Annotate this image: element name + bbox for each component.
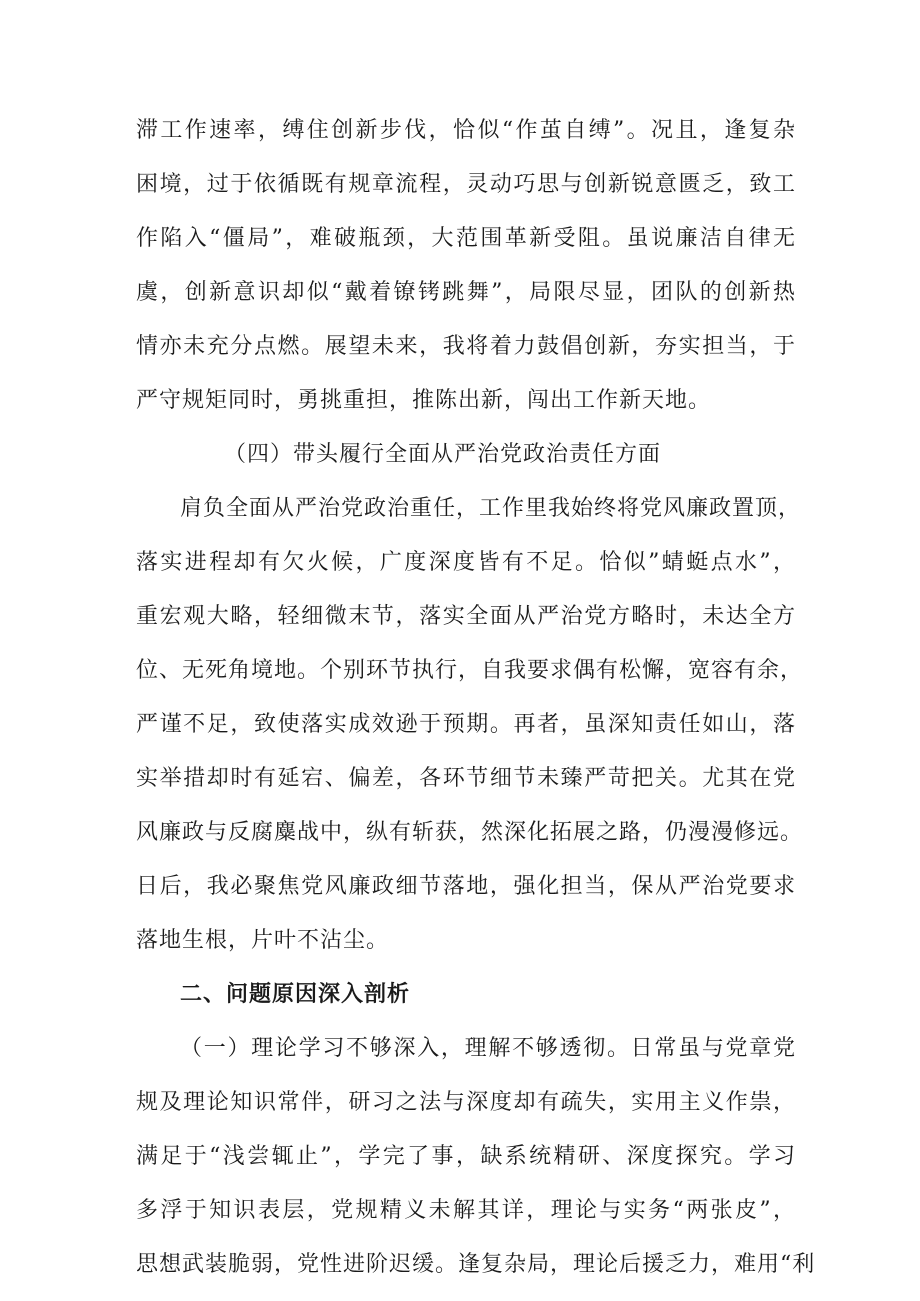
text-line: 位、无死角境地。个别环节执行，自我要求偶有松懈，宽容有余， xyxy=(136,658,804,683)
paragraph-innovation xyxy=(136,104,796,428)
paragraph-theory-study xyxy=(136,1022,816,1292)
subsection-heading-4: （四）带头履行全面从严治党政治责任方面 xyxy=(224,442,662,467)
document-body xyxy=(136,104,816,1292)
text-line: 肩负全面从严治党政治重任，工作里我始终将党风廉政置顶， xyxy=(180,496,802,521)
text-line: 困境，过于依循既有规章流程，灵动巧思与创新锐意匮乏，致工 xyxy=(136,172,796,197)
section-heading-2: 二、问题原因深入剖析 xyxy=(180,982,411,1007)
text-line: 多浮于知识表层，党规精义未解其详，理论与实务“两张皮”， xyxy=(136,1198,796,1223)
text-line: 严守规矩同时，勇挑重担，推陈出新，闯出工作新天地。 xyxy=(136,388,712,413)
text-line: 风廉政与反腐麋战中，纵有斩获，然深化拓展之路，仍漫漫修远。 xyxy=(136,820,804,845)
text-line: 日后，我必聚焦党风廉政细节落地，强化担当，保从严治党要求 xyxy=(136,874,796,899)
text-line: 落实进程却有欠火候，广度深度皆有不足。恰似”蜻蜓点水”， xyxy=(136,550,796,575)
text-line: 重宏观大略，轻细微末节，落实全面从严治党方略时，未达全方 xyxy=(136,604,796,629)
text-line: 满足于“浅尝辄止”，学完了事，缺系统精研、深度探究。学习 xyxy=(136,1144,796,1169)
text-line: 滞工作速率，缚住创新步伐，恰似“作茧自缚”。况且，逢复杂 xyxy=(136,118,796,143)
text-line: 情亦未充分点燃。展望未来，我将着力鼓倡创新，夯实担当，于 xyxy=(136,334,796,359)
text-line: 规及理论知识常伴，研习之法与深度却有疏失，实用主义作祟， xyxy=(136,1090,796,1115)
text-line: 思想武装脆弱，党性进阶迟缓。逢复杂局，理论后援乏力，难用“利 xyxy=(136,1252,816,1277)
text-line: （一）理论学习不够深入，理解不够透彻。日常虽与党章党 xyxy=(180,1036,796,1061)
text-line: 作陷入“僵局”，难破瓶颈，大范围革新受阻。虽说廉洁自律无 xyxy=(136,226,796,251)
text-line: 实举措却时有延宕、偏差，各环节细节未臻严苛把关。尤其在党 xyxy=(136,766,796,791)
paragraph-party-discipline xyxy=(136,482,804,968)
text-line: 严谨不足，致使落实成效逊于预期。再者，虽深知责任如山，落 xyxy=(136,712,796,737)
text-line: 虞，创新意识却似“戴着镣铐跳舞”，局限尽显，团队的创新热 xyxy=(136,280,796,305)
text-line: 落地生根，片叶不沾尘。 xyxy=(136,928,390,953)
